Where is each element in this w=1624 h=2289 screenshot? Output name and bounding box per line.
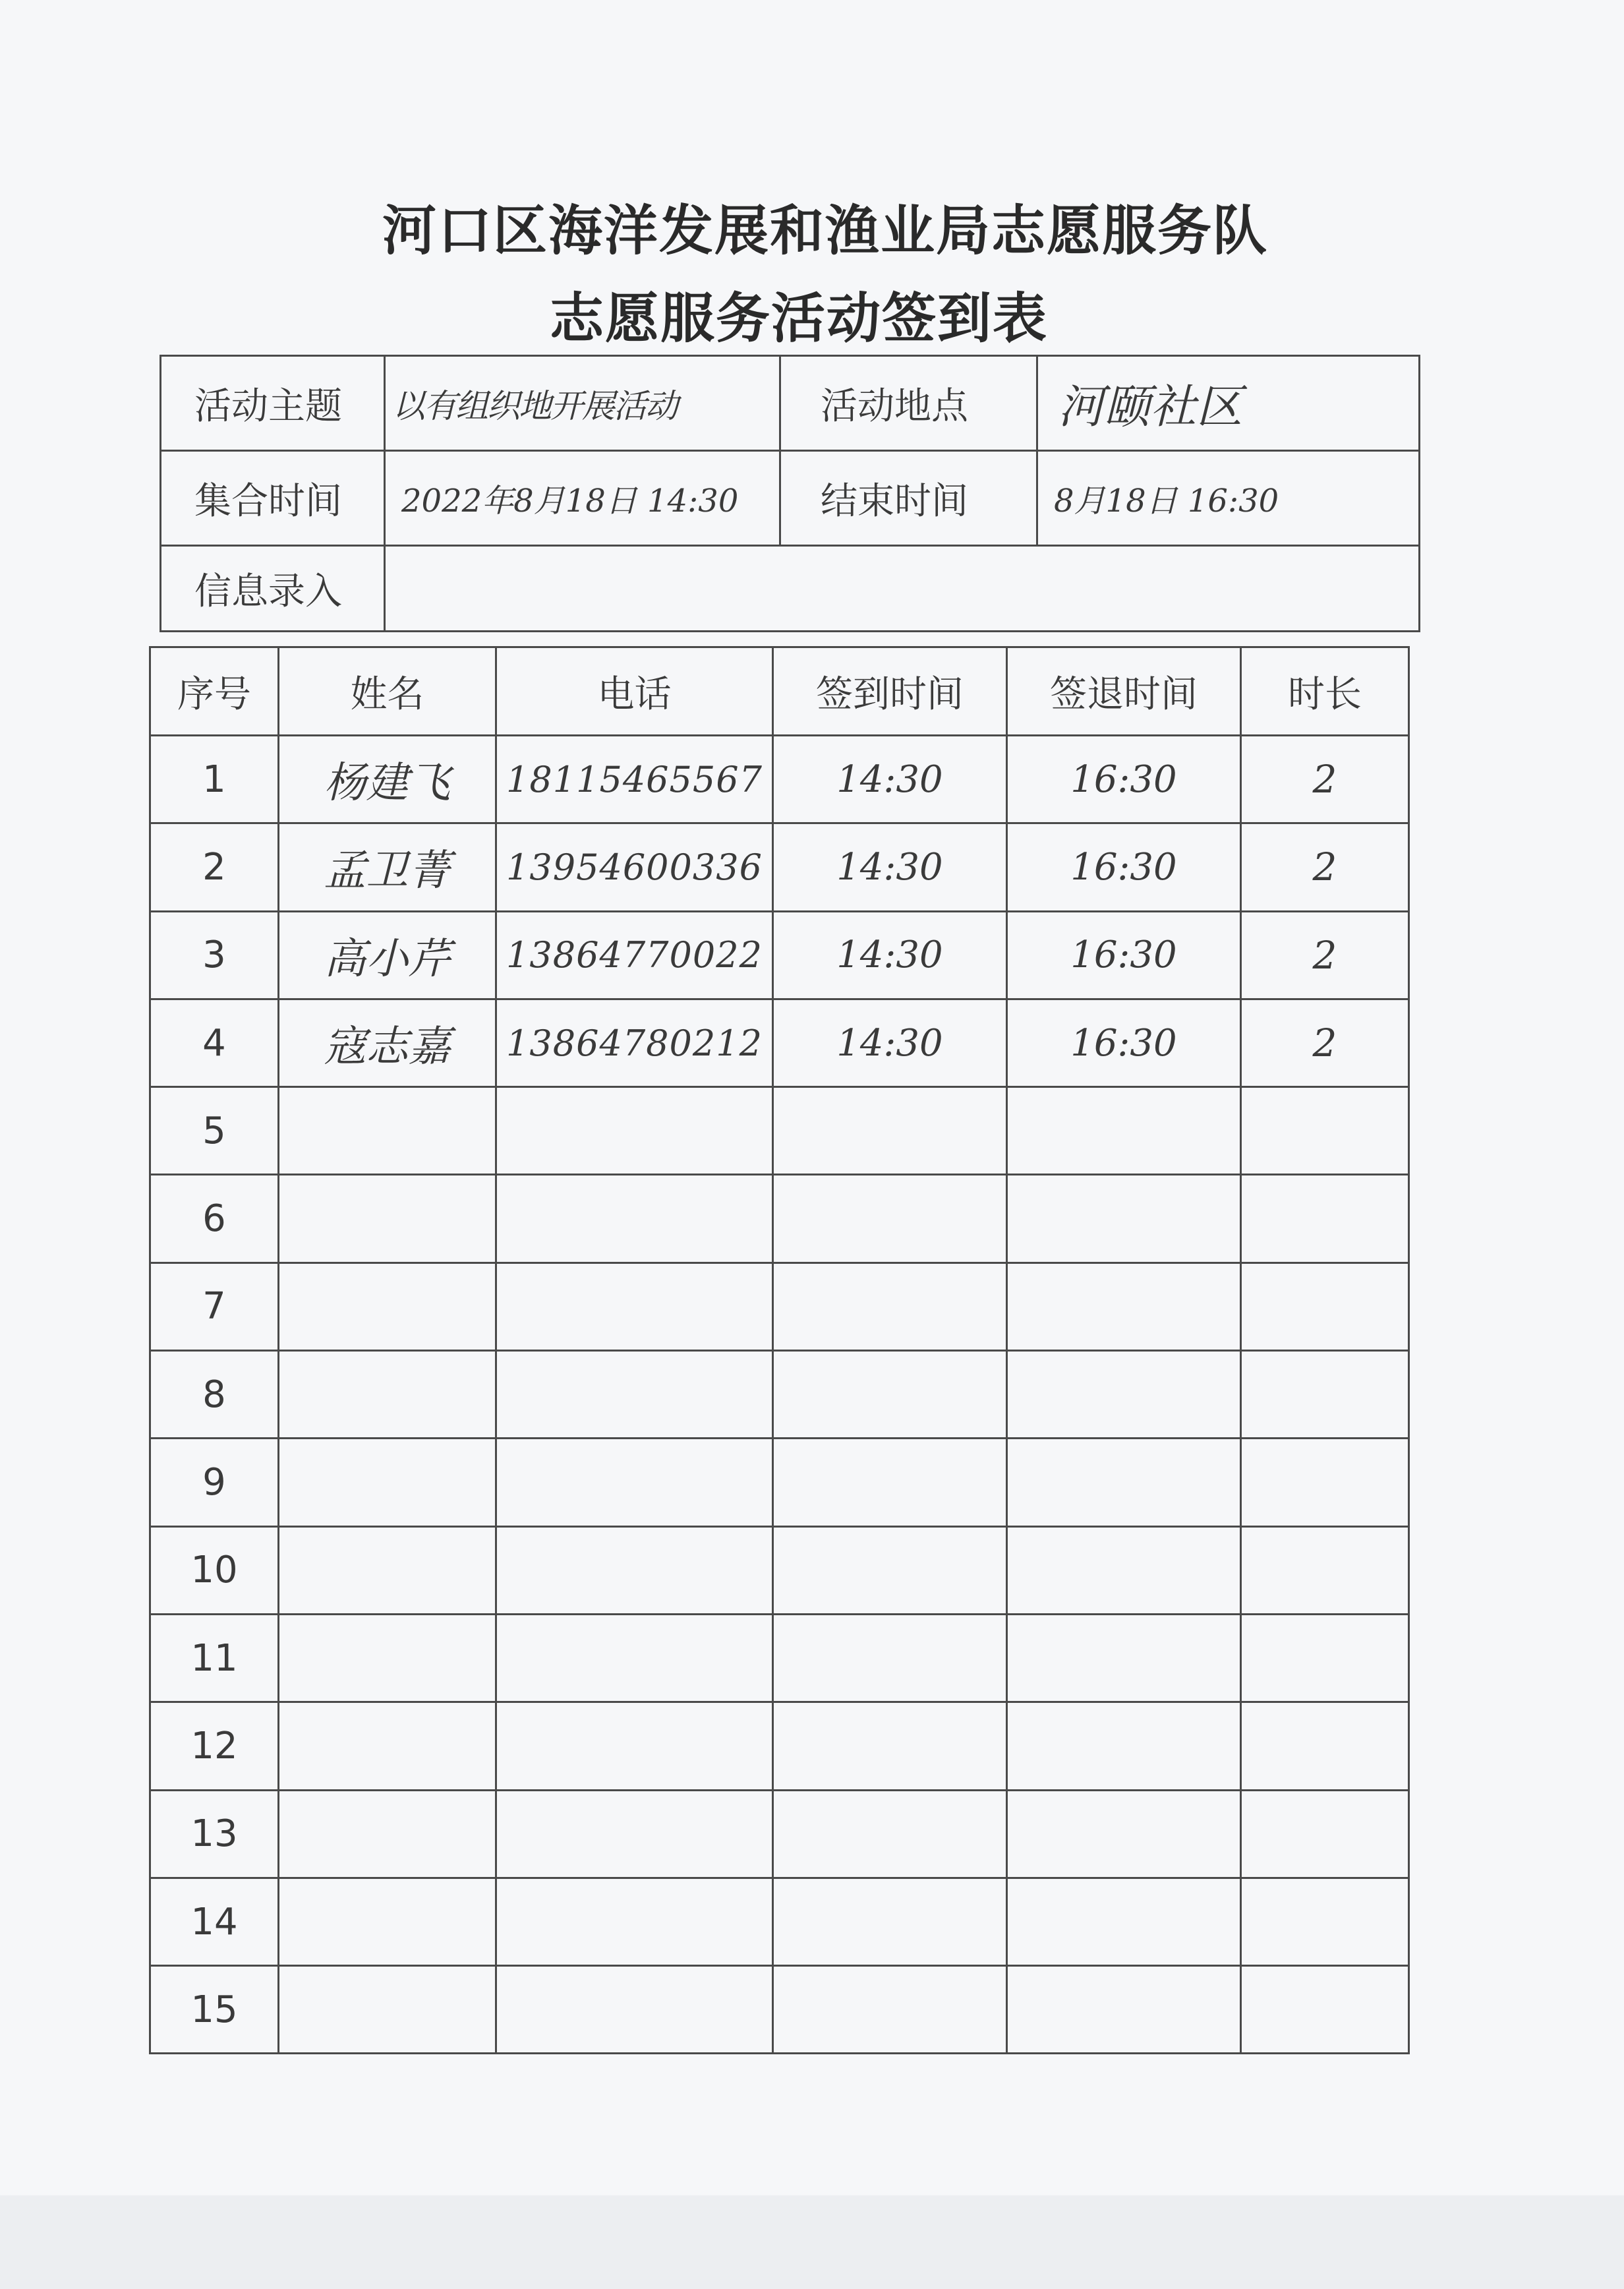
entry-label: 信息录入 [161, 546, 385, 632]
row-number: 13 [150, 1790, 279, 1878]
duration-cell[interactable]: 2 [1241, 999, 1409, 1086]
col-header-duration: 时长 [1241, 647, 1409, 736]
table-row [150, 1439, 1409, 1526]
phone-cell[interactable] [496, 1790, 773, 1878]
name-cell[interactable] [279, 1614, 496, 1702]
signin-time-cell[interactable] [773, 1526, 1007, 1614]
form-title: 河口区海洋发展和渔业局志愿服务队 [382, 200, 1268, 262]
duration-cell[interactable] [1241, 1966, 1409, 2054]
signin-time-cell[interactable]: 14:30 [773, 999, 1007, 1086]
phone-cell[interactable] [496, 1175, 773, 1263]
signin-time-cell[interactable]: 14:30 [773, 823, 1007, 911]
paper-shadow [0, 2195, 1624, 2289]
name-cell[interactable] [279, 1351, 496, 1439]
signin-time-cell[interactable] [773, 1263, 1007, 1350]
signin-time-cell[interactable] [773, 1790, 1007, 1878]
table-row [150, 1175, 1409, 1263]
signout-time-cell[interactable] [1007, 1790, 1241, 1878]
gather-time-value[interactable]: 2022年8月18日 14:30 [385, 451, 780, 546]
topic-value[interactable]: 以有组织地开展活动 [385, 356, 780, 451]
signout-time-cell[interactable]: 16:30 [1007, 911, 1241, 999]
signin-table [149, 646, 1410, 2054]
end-time-label: 结束时间 [780, 451, 1037, 546]
signout-time-cell[interactable] [1007, 1614, 1241, 1702]
table-row [150, 999, 1409, 1086]
signin-time-cell[interactable] [773, 1702, 1007, 1790]
name-cell[interactable]: 高小芹 [279, 911, 496, 999]
signout-time-cell[interactable]: 16:30 [1007, 736, 1241, 823]
signout-time-cell[interactable] [1007, 1263, 1241, 1350]
signout-time-cell[interactable] [1007, 1087, 1241, 1175]
row-number: 7 [150, 1263, 279, 1350]
duration-cell[interactable]: 2 [1241, 911, 1409, 999]
phone-cell[interactable] [496, 1702, 773, 1790]
signin-time-cell[interactable] [773, 1087, 1007, 1175]
phone-cell[interactable]: 13864770022 [496, 911, 773, 999]
signin-time-cell[interactable] [773, 1966, 1007, 2054]
name-cell[interactable] [279, 1878, 496, 1965]
duration-cell[interactable] [1241, 1614, 1409, 1702]
signout-time-cell[interactable]: 16:30 [1007, 999, 1241, 1086]
signout-time-cell[interactable] [1007, 1175, 1241, 1263]
signout-time-cell[interactable] [1007, 1966, 1241, 2054]
duration-cell[interactable]: 2 [1241, 736, 1409, 823]
duration-cell[interactable] [1241, 1439, 1409, 1526]
row-number: 2 [150, 823, 279, 911]
signout-time-cell[interactable] [1007, 1439, 1241, 1526]
signin-time-cell[interactable] [773, 1878, 1007, 1965]
name-cell[interactable] [279, 1439, 496, 1526]
table-row [150, 1614, 1409, 1702]
end-time-value[interactable]: 8月18日 16:30 [1037, 451, 1420, 546]
row-number: 6 [150, 1175, 279, 1263]
row-number: 3 [150, 911, 279, 999]
place-label: 活动地点 [780, 356, 1037, 451]
table-row [150, 1087, 1409, 1175]
name-cell[interactable] [279, 1175, 496, 1263]
name-cell[interactable] [279, 1087, 496, 1175]
gather-time-label: 集合时间 [161, 451, 385, 546]
row-number: 8 [150, 1351, 279, 1439]
table-row [150, 911, 1409, 999]
duration-cell[interactable] [1241, 1702, 1409, 1790]
activity-info-table [160, 355, 1420, 632]
table-row [150, 1878, 1409, 1965]
duration-cell[interactable] [1241, 1878, 1409, 1965]
row-number: 4 [150, 999, 279, 1086]
form-subtitle: 志愿服务活动签到表 [549, 287, 1048, 350]
signin-time-cell[interactable]: 14:30 [773, 736, 1007, 823]
col-header-signout: 签退时间 [1007, 647, 1241, 736]
row-number: 9 [150, 1439, 279, 1526]
signout-time-cell[interactable] [1007, 1526, 1241, 1614]
place-value[interactable]: 河颐社区 [1037, 356, 1420, 451]
name-cell[interactable]: 杨建飞 [279, 736, 496, 823]
signin-time-cell[interactable] [773, 1351, 1007, 1439]
signin-time-cell[interactable]: 14:30 [773, 911, 1007, 999]
col-header-phone: 电话 [496, 647, 773, 736]
phone-cell[interactable] [496, 1614, 773, 1702]
duration-cell[interactable]: 2 [1241, 823, 1409, 911]
name-cell[interactable]: 孟卫菁 [279, 823, 496, 911]
phone-cell[interactable] [496, 1526, 773, 1614]
table-row [150, 1263, 1409, 1350]
col-header-signin: 签到时间 [773, 647, 1007, 736]
duration-cell[interactable] [1241, 1351, 1409, 1439]
topic-label: 活动主题 [161, 356, 385, 451]
signin-time-cell[interactable] [773, 1175, 1007, 1263]
table-row [150, 1351, 1409, 1439]
duration-cell[interactable] [1241, 1526, 1409, 1614]
name-cell[interactable] [279, 1702, 496, 1790]
name-cell[interactable] [279, 1263, 496, 1350]
row-number: 14 [150, 1878, 279, 1965]
row-number: 11 [150, 1614, 279, 1702]
phone-cell[interactable]: 13954600336 [496, 823, 773, 911]
phone-cell[interactable] [496, 1263, 773, 1350]
signin-time-cell[interactable] [773, 1439, 1007, 1526]
signout-time-cell[interactable] [1007, 1702, 1241, 1790]
row-number: 15 [150, 1966, 279, 2054]
name-cell[interactable] [279, 1966, 496, 2054]
phone-cell[interactable]: 18115465567 [496, 736, 773, 823]
duration-cell[interactable] [1241, 1087, 1409, 1175]
row-number: 1 [150, 736, 279, 823]
phone-cell[interactable] [496, 1351, 773, 1439]
signout-time-cell[interactable] [1007, 1351, 1241, 1439]
table-row [150, 736, 1409, 823]
name-cell[interactable]: 寇志嘉 [279, 999, 496, 1086]
name-cell[interactable] [279, 1526, 496, 1614]
duration-cell[interactable] [1241, 1175, 1409, 1263]
phone-cell[interactable] [496, 1878, 773, 1965]
name-cell[interactable] [279, 1790, 496, 1878]
signin-time-cell[interactable] [773, 1614, 1007, 1702]
phone-cell[interactable] [496, 1087, 773, 1175]
col-header-name: 姓名 [279, 647, 496, 736]
signout-time-cell[interactable]: 16:30 [1007, 823, 1241, 911]
row-number: 10 [150, 1526, 279, 1614]
duration-cell[interactable] [1241, 1263, 1409, 1350]
table-row [150, 823, 1409, 911]
table-row [150, 1966, 1409, 2054]
table-row [150, 1526, 1409, 1614]
phone-cell[interactable] [496, 1439, 773, 1526]
table-row [150, 1702, 1409, 1790]
row-number: 12 [150, 1702, 279, 1790]
col-header-no: 序号 [150, 647, 279, 736]
entry-value[interactable] [385, 546, 1420, 632]
signout-time-cell[interactable] [1007, 1878, 1241, 1965]
row-number: 5 [150, 1087, 279, 1175]
table-row [150, 1790, 1409, 1878]
phone-cell[interactable]: 13864780212 [496, 999, 773, 1086]
duration-cell[interactable] [1241, 1790, 1409, 1878]
phone-cell[interactable] [496, 1966, 773, 2054]
table-header-row [150, 647, 1409, 736]
